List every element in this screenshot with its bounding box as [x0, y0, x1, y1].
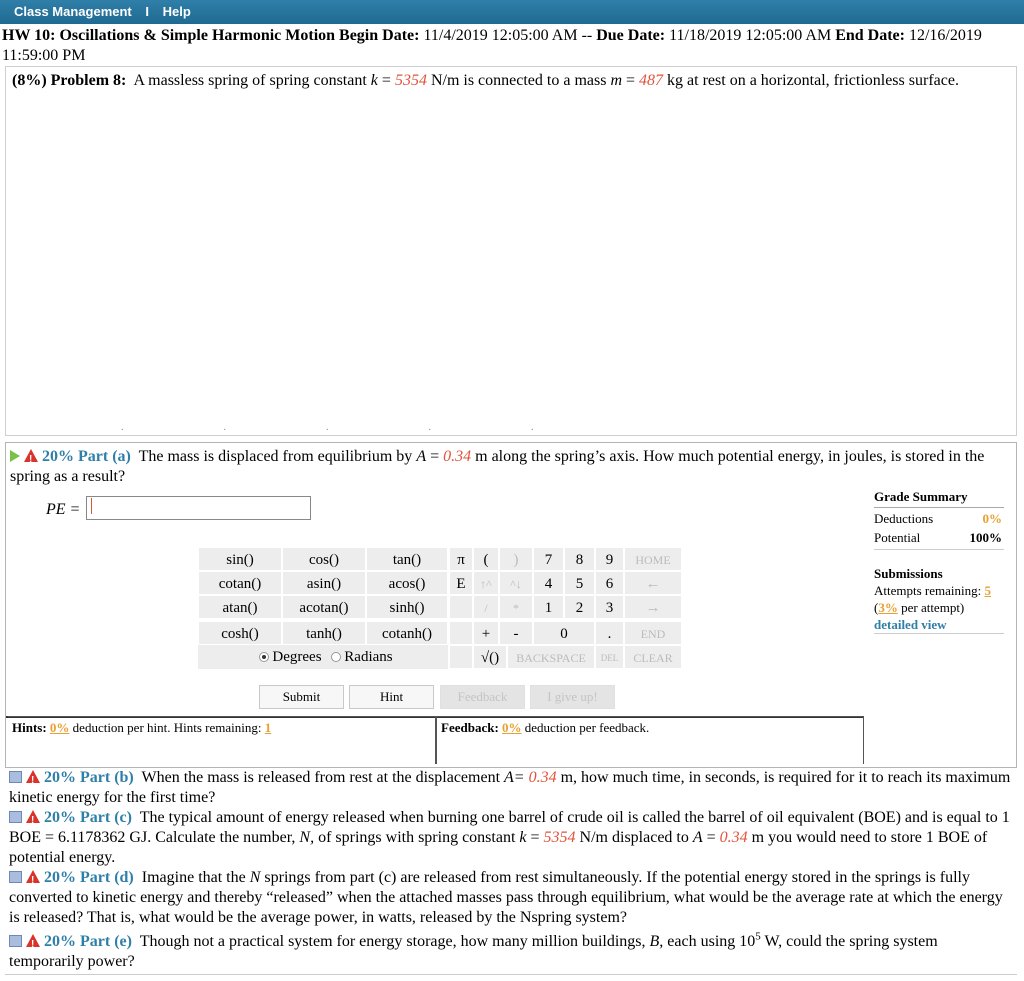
part-b-A: A= [504, 769, 525, 786]
tan-button[interactable]: tan() [366, 547, 448, 571]
e-button[interactable]: E [449, 571, 473, 595]
part-d-text-1: Imagine that the [141, 869, 246, 886]
m-value: 487 [639, 72, 664, 89]
digit-5-button[interactable]: 5 [564, 571, 595, 595]
deductions-label: Deductions [874, 511, 934, 526]
play-icon[interactable] [10, 450, 20, 462]
begin-date-label: Begin Date: [339, 27, 420, 44]
asin-button[interactable]: asin() [282, 571, 366, 595]
grade-summary [874, 489, 1004, 550]
per-attempt-open-paren: ( [874, 600, 879, 615]
attempts-row [874, 582, 1004, 599]
feedback-label: Feedback: [441, 720, 499, 735]
class-management-link[interactable]: Class Management [14, 4, 132, 19]
warning-icon [26, 870, 40, 883]
angle-mode-row [198, 645, 448, 669]
part-e-text-2: each using 10 [667, 933, 756, 950]
part-c-A: A [692, 829, 703, 846]
warning-icon [26, 934, 40, 947]
feedback-box [436, 716, 864, 764]
part-e-text-1: Though not a practical system for energy storage, how many million buildings, [139, 933, 646, 950]
part-c-A-value: 0.34 [719, 829, 748, 846]
part-c-text-4: m you would need to store 1 BOE of potential energy. [9, 829, 988, 866]
part-c-k-value: 5354 [543, 829, 576, 846]
part-d [9, 868, 1014, 928]
part-a-tag[interactable]: 20% Part (a) [42, 448, 131, 465]
attempts-value: 5 [984, 583, 991, 598]
hint-button[interactable]: Hint [349, 685, 434, 709]
deductions-row [874, 508, 1004, 527]
hints-label: Hints: [12, 720, 47, 735]
blank-key-3 [449, 645, 473, 669]
warning-icon [26, 770, 40, 783]
part-c-text-3: N/m displaced to [579, 829, 689, 846]
A-value: 0.34 [443, 448, 472, 465]
sqrt-button[interactable]: √() [473, 645, 507, 669]
atan-button[interactable]: atan() [198, 595, 282, 619]
part-c-tag[interactable]: 20% Part (c) [44, 809, 132, 826]
pe-answer-input[interactable] [86, 496, 311, 520]
potential-value: 100% [969, 530, 1002, 545]
problem-text [12, 71, 1007, 91]
acotan-button[interactable]: acotan() [282, 595, 366, 619]
help-link[interactable]: Help [162, 4, 191, 19]
hints-box [8, 716, 436, 764]
part-e [9, 932, 1014, 972]
submissions-panel [874, 565, 1004, 634]
minus-button[interactable]: - [499, 621, 533, 645]
pe-label: PE = [46, 501, 81, 518]
blank-key [449, 595, 473, 619]
per-attempt-label: per attempt) [901, 600, 965, 615]
equals-sign-3: = [430, 448, 440, 465]
edit-icon[interactable] [9, 771, 22, 783]
open-paren-button[interactable]: ( [473, 547, 499, 571]
digit-8-button[interactable]: 8 [564, 547, 595, 571]
hints-pct: 0% [49, 720, 70, 735]
potential-label: Potential [874, 530, 921, 545]
part-c-text-2: of springs with spring constant [318, 829, 516, 846]
sinh-button[interactable]: sinh() [366, 595, 448, 619]
give-up-button[interactable]: I give up! [530, 685, 615, 709]
k-value: 5354 [394, 72, 427, 89]
del-button[interactable]: DEL [595, 645, 624, 669]
digit-1-button[interactable]: 1 [533, 595, 564, 619]
feedback-text: deduction per feedback. [524, 720, 650, 735]
part-b [9, 768, 1014, 808]
clear-button[interactable]: CLEAR [624, 645, 682, 669]
problem-statement-box [5, 66, 1017, 436]
part-c-text-1: The typical amount of energy released when burning one barrel of crude oil is called the barrel of oil equivalent (BOE) and is equal to 1 BOE = 6.1178362 GJ. Calculate the number, [9, 809, 1010, 846]
end-date: 12/16/2019 11:59:00 PM [2, 27, 982, 64]
figure-dots: ..... [121, 422, 634, 433]
digit-9-button[interactable]: 9 [595, 547, 624, 571]
part-a-panel [5, 442, 1017, 768]
submit-button[interactable]: Submit [259, 685, 344, 709]
digit-7-button[interactable]: 7 [533, 547, 564, 571]
acos-button[interactable]: acos() [366, 571, 448, 595]
m-symbol: m [610, 72, 623, 89]
decimal-button[interactable]: . [595, 621, 624, 645]
assignment-header [2, 26, 1022, 66]
part-e-tag[interactable]: 20% Part (e) [44, 933, 132, 950]
sin-button[interactable]: sin() [198, 547, 282, 571]
part-e-B: B, [649, 933, 664, 950]
per-attempt-row [874, 599, 1004, 616]
part-a-question [10, 447, 1005, 487]
cotanh-button[interactable]: cotanh() [366, 621, 448, 645]
begin-date: 11/4/2019 12:05:00 AM [423, 27, 578, 44]
problem-text-3: kg at rest on a horizontal, frictionless surface. [667, 72, 959, 89]
date-dash: -- [581, 27, 593, 44]
remaining-parts [9, 768, 1014, 972]
due-date: 11/18/2019 12:05:00 AM [669, 27, 832, 44]
warning-icon [24, 449, 38, 462]
feedback-pct: 0% [502, 720, 522, 735]
edit-icon[interactable] [9, 871, 22, 883]
nav-separator: I [145, 4, 150, 19]
plus-button[interactable]: + [473, 621, 499, 645]
edit-icon[interactable] [9, 935, 22, 947]
pi-button[interactable]: π [449, 547, 473, 571]
end-button[interactable]: END [624, 621, 682, 645]
digit-3-button[interactable]: 3 [595, 595, 624, 619]
detailed-view-row [874, 616, 1004, 634]
radians-radio[interactable] [331, 652, 341, 662]
part-c [9, 808, 1014, 868]
divide-button[interactable]: / [473, 595, 499, 619]
part-e-exponent: 5 [755, 930, 761, 943]
part-a-text-2: m along the spring’s axis. How much potential energy, in joules, is stored in the spring as a result? [10, 448, 985, 485]
cos-button[interactable]: cos() [282, 547, 366, 571]
per-attempt-pct: 3% [878, 600, 898, 615]
A-symbol: A [416, 448, 427, 465]
radians-label: Radians [344, 649, 393, 665]
part-d-tag[interactable]: 20% Part (d) [44, 869, 134, 886]
warning-icon [26, 810, 40, 823]
down-exponent-button[interactable]: ^↓ [499, 571, 533, 595]
part-b-text-2: m, how much time, in seconds, is required for it to reach its maximum kinetic energy for the first time? [9, 769, 1011, 806]
part-a-text-1: The mass is displaced from equilibrium by [138, 448, 413, 465]
due-date-label: Due Date: [596, 27, 666, 44]
feedback-button[interactable]: Feedback [440, 685, 525, 709]
equals-sign: = [381, 72, 391, 89]
attempts-label: Attempts remaining: [874, 583, 982, 598]
home-button[interactable]: HOME [624, 547, 682, 571]
part-c-eq: = [530, 829, 540, 846]
part-c-k: k [519, 829, 527, 846]
deductions-value: 0% [982, 511, 1002, 526]
tanh-button[interactable]: tanh() [282, 621, 366, 645]
problem-text-1: A massless spring of spring constant [133, 72, 367, 89]
digit-4-button[interactable]: 4 [533, 571, 564, 595]
text-caret [91, 498, 92, 514]
part-d-N: N [249, 869, 261, 886]
part-b-text-1: When the mass is released from rest at the displacement [141, 769, 501, 786]
detailed-view-link[interactable]: detailed view [874, 617, 947, 632]
end-date-label: End Date: [835, 27, 905, 44]
part-d-text-2: springs from part (c) are released from rest simultaneously. If the potential energy stored in the springs is fully converted to kinetic energy and thereby “released” when the attached masses pass through equilibrium, what would be the average rate at which the energy is released? That is, what would be the average power, in watts, released by the Nspring system? [9, 869, 1003, 926]
k-symbol: k [370, 72, 378, 89]
edit-icon[interactable] [9, 811, 22, 823]
problem-weight: (8%) Problem 8: [12, 72, 127, 89]
part-c-N: N, [299, 829, 315, 846]
problem-text-2: N/m is connected to a mass [430, 72, 607, 89]
digit-6-button[interactable]: 6 [595, 571, 624, 595]
cotan-button[interactable]: cotan() [198, 571, 282, 595]
backspace-button[interactable]: BACKSPACE [507, 645, 595, 669]
top-nav-bar [0, 0, 1024, 24]
right-arrow-button[interactable]: → [624, 595, 682, 619]
degrees-label: Degrees [272, 649, 322, 665]
blank-key-2 [449, 621, 473, 645]
cosh-button[interactable]: cosh() [198, 621, 282, 645]
submissions-title: Submissions [874, 566, 943, 581]
multiply-button[interactable]: * [499, 595, 533, 619]
hints-remaining: 1 [264, 720, 272, 735]
degrees-radio[interactable] [259, 652, 269, 662]
digit-0-button[interactable]: 0 [533, 621, 595, 645]
hints-text: deduction per hint. Hints remaining: [72, 720, 262, 735]
assignment-title: HW 10: Oscillations & Simple Harmonic Motion [2, 27, 336, 44]
bottom-rule [5, 974, 1017, 975]
close-paren-button[interactable]: ) [499, 547, 533, 571]
part-b-tag[interactable]: 20% Part (b) [44, 769, 134, 786]
left-arrow-button[interactable]: ← [624, 571, 682, 595]
equals-sign-2: = [626, 72, 636, 89]
part-b-A-value: 0.34 [528, 769, 557, 786]
potential-row [874, 527, 1004, 550]
part-c-eq-2: = [706, 829, 716, 846]
grade-summary-title: Grade Summary [874, 489, 1004, 508]
up-exponent-button[interactable]: ↑^ [473, 571, 499, 595]
digit-2-button[interactable]: 2 [564, 595, 595, 619]
part-e-text-3: W, could the spring system temporarily power? [9, 933, 938, 970]
